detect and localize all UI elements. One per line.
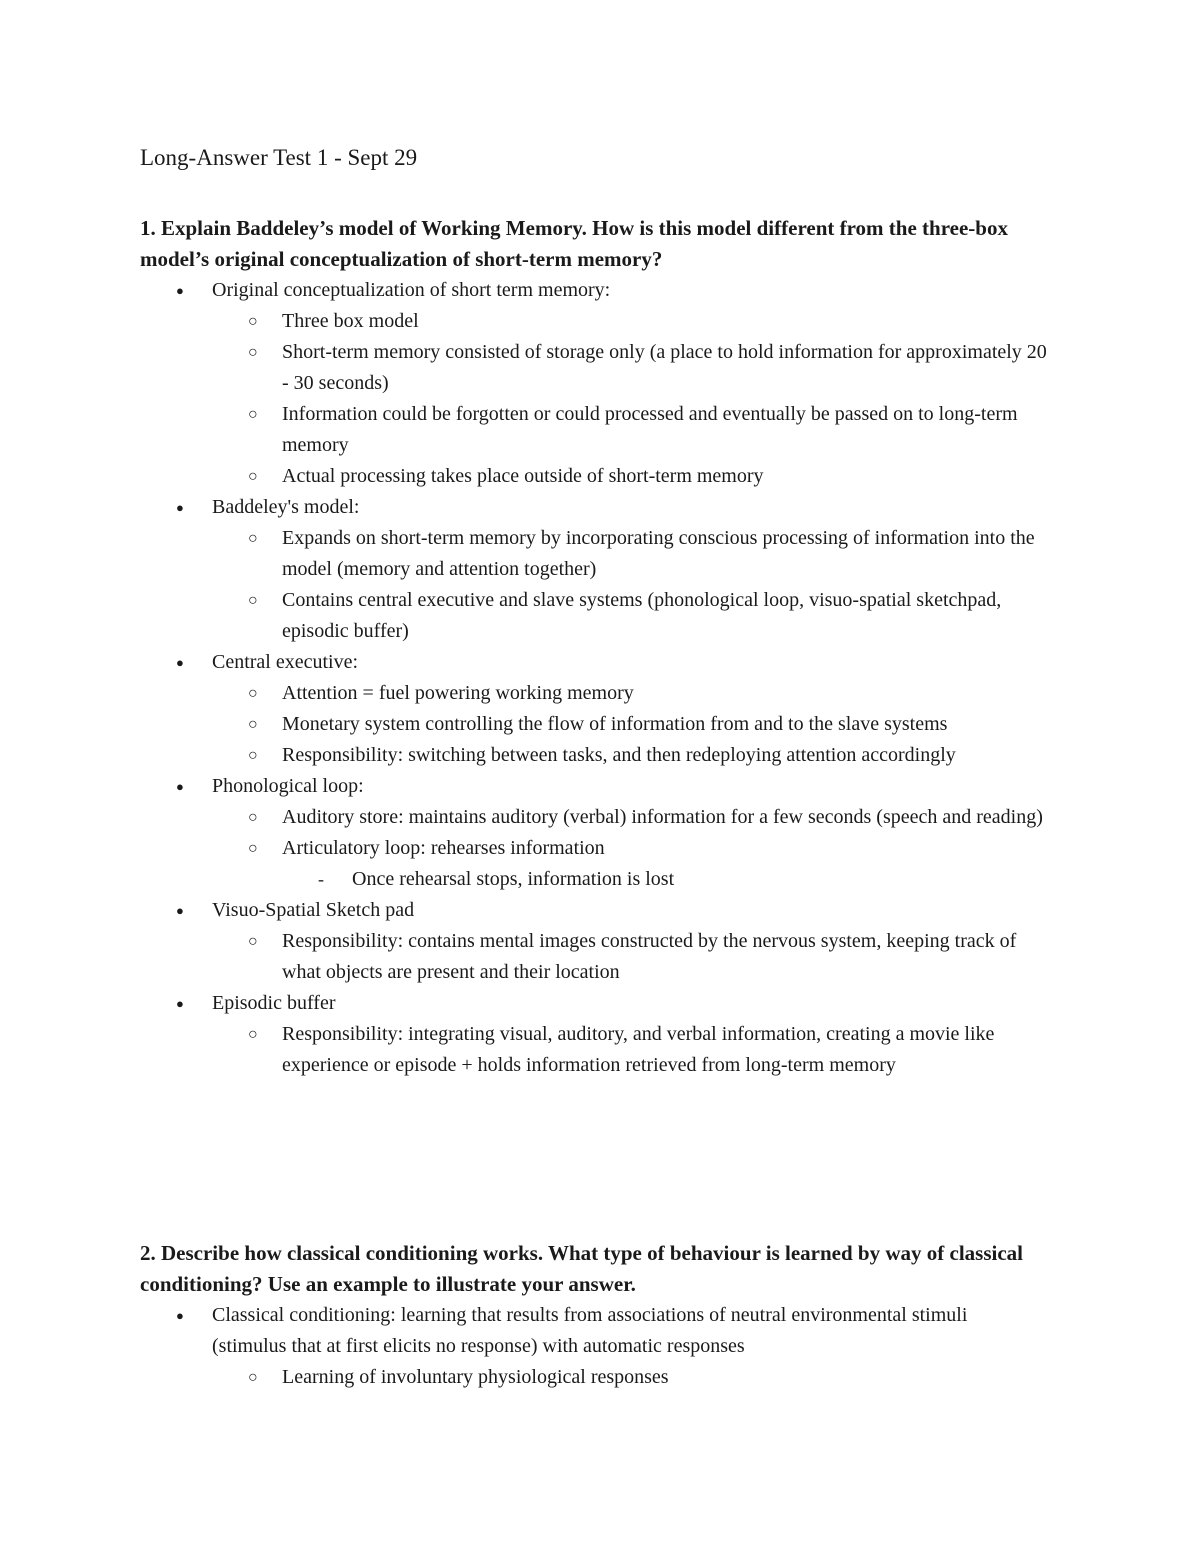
list-item-text: Auditory store: maintains auditory (verbal) information for a few seconds (speech and reading) — [282, 806, 1043, 828]
list-item — [0, 740, 1057, 771]
list-item-text: Expands on short-term memory by incorporating conscious processing of information into the model (memory and attention together) — [282, 527, 1035, 580]
list-item — [0, 275, 1042, 306]
bullet-icon: ● — [176, 283, 184, 298]
hollow-bullet-icon: ○ — [248, 530, 258, 547]
list-item-text: Once rehearsal stops, information is lost — [352, 868, 675, 890]
list-item — [0, 802, 1057, 833]
list-item — [0, 492, 1042, 523]
list-item-text: Information could be forgotten or could processed and eventually be passed on to long-term memory — [282, 403, 1018, 456]
list-item-text: Central executive: — [212, 651, 359, 673]
list-item-text: Actual processing takes place outside of short-term memory — [282, 465, 764, 487]
list-item — [0, 833, 1057, 864]
hollow-bullet-icon: ○ — [248, 747, 258, 764]
list-item — [0, 771, 1042, 802]
list-item-text: Phonological loop: — [212, 775, 364, 797]
list-item-text: Classical conditioning: learning that results from associations of neutral environmental stimuli (stimulus that at first elicits no response) with automatic responses — [212, 1304, 968, 1357]
bullet-icon: ● — [176, 500, 184, 515]
hollow-bullet-icon: ○ — [248, 592, 258, 609]
list-item-text: Visuo-Spatial Sketch pad — [212, 899, 415, 921]
hollow-bullet-icon: ○ — [248, 406, 258, 423]
hollow-bullet-icon: ○ — [248, 809, 258, 826]
hollow-bullet-icon: ○ — [248, 840, 258, 857]
list-item — [0, 709, 1057, 740]
hollow-bullet-icon: ○ — [248, 716, 258, 733]
question-2: 2. Describe how classical conditioning works. What type of behaviour is learned by way of classical conditioning? Use an example to illustrate your answer. — [140, 1241, 1023, 1296]
list-item — [0, 647, 1042, 678]
hollow-bullet-icon: ○ — [248, 1026, 258, 1043]
bullet-icon: ● — [176, 655, 184, 670]
list-item-text: Three box model — [282, 310, 419, 332]
list-item-text: Attention = fuel powering working memory — [282, 682, 634, 704]
bullet-icon: ● — [176, 996, 184, 1011]
hollow-bullet-icon: ○ — [248, 344, 258, 361]
list-item-text: Responsibility: contains mental images constructed by the nervous system, keeping track of what objects are present and their location — [282, 930, 1017, 983]
list-item — [0, 306, 1057, 337]
list-item — [0, 988, 1042, 1019]
list-item-text: Monetary system controlling the flow of information from and to the slave systems — [282, 713, 948, 735]
list-item — [0, 461, 1057, 492]
question-2-answer-list — [0, 1300, 1200, 1393]
list-item — [0, 926, 1057, 988]
list-item — [0, 1300, 1042, 1362]
list-item — [0, 337, 1057, 399]
document-title: Long-Answer Test 1 - Sept 29 — [140, 145, 418, 170]
hollow-bullet-icon: ○ — [248, 468, 258, 485]
hollow-bullet-icon: ○ — [248, 1369, 258, 1386]
list-item-text: Original conceptualization of short term memory: — [212, 279, 611, 301]
dash-marker: - — [318, 869, 324, 889]
list-item — [0, 1362, 1057, 1393]
list-item — [0, 523, 1057, 585]
list-item — [0, 1019, 1057, 1081]
list-item-text: Responsibility: integrating visual, auditory, and verbal information, creating a movie like experience or episode + holds information retrieved from long-term memory — [282, 1023, 995, 1076]
list-item-text: Episodic buffer — [212, 992, 336, 1014]
hollow-bullet-icon: ○ — [248, 313, 258, 330]
list-item-text: Articulatory loop: rehearses information — [282, 837, 605, 859]
list-item-text: Learning of involuntary physiological responses — [282, 1366, 669, 1388]
question-1: 1. Explain Baddeley’s model of Working Memory. How is this model different from the three-box model’s original conceptualization of short-term memory? — [140, 216, 1008, 271]
list-item-text: Short-term memory consisted of storage only (a place to hold information for approximately 20 - 30 seconds) — [282, 341, 1047, 394]
list-item-text: Responsibility: switching between tasks, and then redeploying attention accordingly — [282, 744, 956, 766]
list-item-text: Baddeley's model: — [212, 496, 360, 518]
hollow-bullet-icon: ○ — [248, 933, 258, 950]
hollow-bullet-icon: ○ — [248, 685, 258, 702]
question-1-answer-list — [0, 275, 1200, 1081]
bullet-icon: ● — [176, 1308, 184, 1323]
list-item — [0, 678, 1057, 709]
bullet-icon: ● — [176, 903, 184, 918]
list-item — [0, 399, 1057, 461]
list-item — [0, 585, 1057, 647]
list-item — [0, 895, 1042, 926]
list-item-text: Contains central executive and slave systems (phonological loop, visuo-spatial sketchpad, episodic buffer) — [282, 589, 1002, 642]
bullet-icon: ● — [176, 779, 184, 794]
list-item — [0, 864, 1052, 895]
